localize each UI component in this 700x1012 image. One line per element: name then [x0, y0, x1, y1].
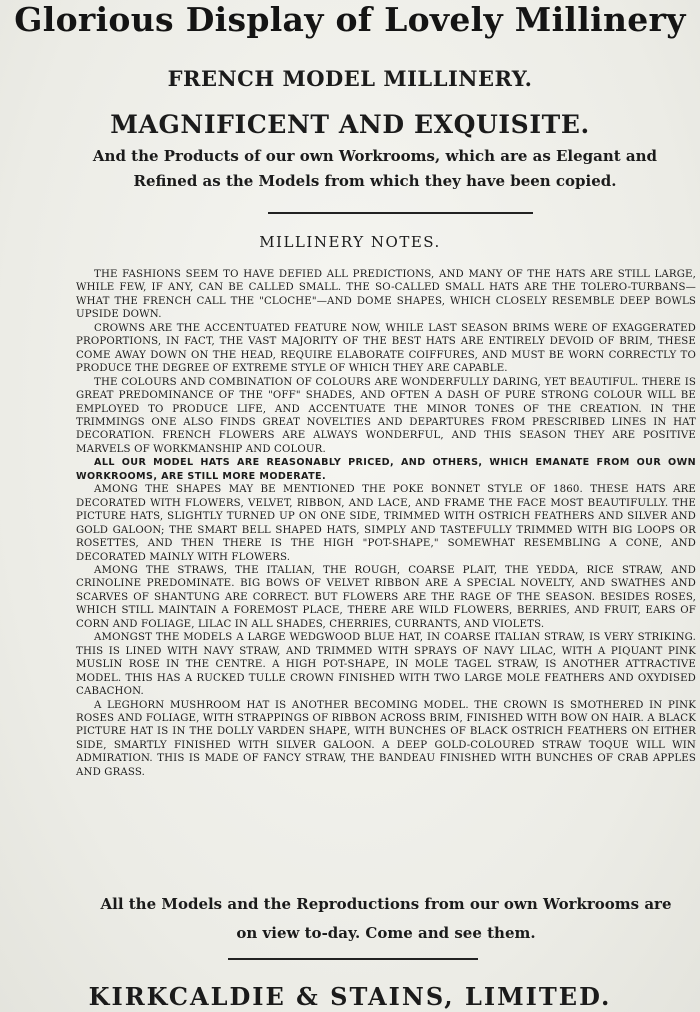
subheadline-french-model: FRENCH MODEL MILLINERY.	[167, 66, 533, 91]
notes-paragraph: THE FASHIONS SEEM TO HAVE DEFIED ALL PREDICTIONS, AND MANY OF THE HATS ARE STILL LARGE, WHILE FEW, IF ANY, CAN BE CALLED SMALL. THE SO-CALLED SMALL HATS ARE THE TOLERO-TURBANS—WHAT THE FRENCH CALL THE "CLOCHE"—AND DOME SHAPES, WHICH CLOSELY RESEMBLE DEEP BOWLS UPSIDE DOWN.	[76, 269, 696, 321]
millinery-notes-body	[76, 268, 696, 779]
closing-text: All the Models and the Reproductions from our own Workrooms are on view to-day. Come and see them.	[100, 895, 672, 942]
subheadline-magnificent: MAGNIFICENT AND EXQUISITE.	[110, 110, 590, 139]
headline: Glorious Display of Lovely Millinery	[14, 0, 686, 39]
notes-paragraph-emphasis: ALL OUR MODEL HATS ARE REASONABLY PRICED, AND OTHERS, WHICH EMANATE FROM OUR OWN WORKROOMS, ARE STILL MORE MODERATE.	[76, 457, 696, 482]
notes-paragraph: AMONG THE SHAPES MAY BE MENTIONED THE POKE BONNET STYLE OF 1860. THESE HATS ARE DECORATED WITH FLOWERS, VELVET, RIBBON, AND LACE, AND FRAME THE FACE MOST BEAUTIFULLY. THE PICTURE HATS, SLIGHTLY TURNED UP ON ONE SIDE, TRIMMED WITH OSTRICH FEATHERS AND SILVER AND GOLD GALOON; THE SMART BELL SHAPED HATS, SIMPLY AND TASTEFULLY TRIMMED WITH BIG LOOPS OR ROSETTES, AND THEN THERE IS THE HIGH "POT-SHAPE," SOMEWHAT RESEMBLING A CONE, AND DECORATED MAINLY WITH FLOWERS.	[76, 484, 696, 563]
notes-paragraph: CROWNS ARE THE ACCENTUATED FEATURE NOW, WHILE LAST SEASON BRIMS WERE OF EXAGGERATED PROPORTIONS, IN FACT, THE VAST MAJORITY OF THE BEST HATS ARE ENTIRELY DEVOID OF BRIM, THESE COME AWAY DOWN ON THE HEAD, REQUIRE ELABORATE COIFFURES, AND MUST BE WORN CORRECTLY TO PRODUCE THE DEGREE OF EXTREME STYLE OF WHICH THEY ARE CAPABLE.	[76, 322, 696, 375]
divider-rule	[268, 212, 533, 214]
section-title: MILLINERY NOTES.	[259, 233, 441, 251]
notes-paragraph: A LEGHORN MUSHROOM HAT IS ANOTHER BECOMING MODEL. THE CROWN IS SMOTHERED IN PINK ROSES AND FOLIAGE, WITH STRAPPINGS OF RIBBON ACROSS BRIM, FINISHED WITH BOW ON HAIR. A BLACK PICTURE HAT IS IN THE DOLLY VARDEN SHAPE, WITH BUNCHES OF BLACK OSTRICH FEATHERS ON EITHER SIDE, SMARTLY FINISHED WITH SILVER GALOON. A DEEP GOLD-COLOURED STRAW TOQUE WILL WIN ADMIRATION. THIS IS MADE OF FANCY STRAW, THE BANDEAU FINISHED WITH BUNCHES OF CRAB APPLES AND GRASS.	[76, 699, 696, 778]
notes-paragraph: THE COLOURS AND COMBINATION OF COLOURS ARE WONDERFULLY DARING, YET BEAUTIFUL. THERE IS GREAT PREDOMINANCE OF THE "OFF" SHADES, AND OFTEN A DASH OF PURE STRONG COLOUR WILL BE EMPLOYED TO PRODUCE LIFE, AND ACCENTUATE THE MINOR TONES OF THE CREATION. IN THE TRIMMINGS ONE ALSO FINDS GREAT NOVELTIES AND DEPARTURES FROM PRESCRIBED LINES IN HAT DECORATION. FRENCH FLOWERS ARE ALWAYS WONDERFUL, AND THIS SEASON THEY ARE POSITIVE MARVELS OF WORKMANSHIP AND COLOUR.	[76, 376, 696, 455]
notes-paragraph: AMONGST THE MODELS A LARGE WEDGWOOD BLUE HAT, IN COARSE ITALIAN STRAW, IS VERY STRIKING. THIS IS LINED WITH NAVY STRAW, AND TRIMMED WITH SPRAYS OF NAVY LILAC, WITH A PIQUANT PINK MUSLIN ROSE IN THE CENTRE. A HIGH POT-SHAPE, IN MOLE TAGEL STRAW, IS ANOTHER ATTRACTIVE MODEL. THIS HAS A RUCKED TULLE CROWN FINISHED WITH TWO LARGE MOLE FEATHERS AND OXYDISED CABACHON.	[76, 632, 696, 698]
divider-rule	[228, 958, 478, 960]
intro-text: And the Products of our own Workrooms, which are as Elegant and Refined as the Models from which they have been copied.	[92, 147, 658, 190]
notes-paragraph: AMONG THE STRAWS, THE ITALIAN, THE ROUGH, COARSE PLAIT, THE YEDDA, RICE STRAW, AND CRINOLINE PREDOMINATE. BIG BOWS OF VELVET RIBBON ARE A SPECIAL NOVELTY, AND SWATHES AND SCARVES OF SHANTUNG ARE CORRECT. BUT FLOWERS ARE THE RAGE OF THE SEASON. BESIDES ROSES, WHICH STILL MAINTAIN A FOREMOST PLACE, THERE ARE WILD FLOWERS, BERRIES, AND FRUIT, EARS OF CORN AND FOLIAGE, LILAC IN ALL SHADES, CHERRIES, CURRANTS, AND VIOLETS.	[76, 564, 696, 630]
store-name: KIRKCALDIE & STAINS, LIMITED.	[88, 982, 612, 1011]
